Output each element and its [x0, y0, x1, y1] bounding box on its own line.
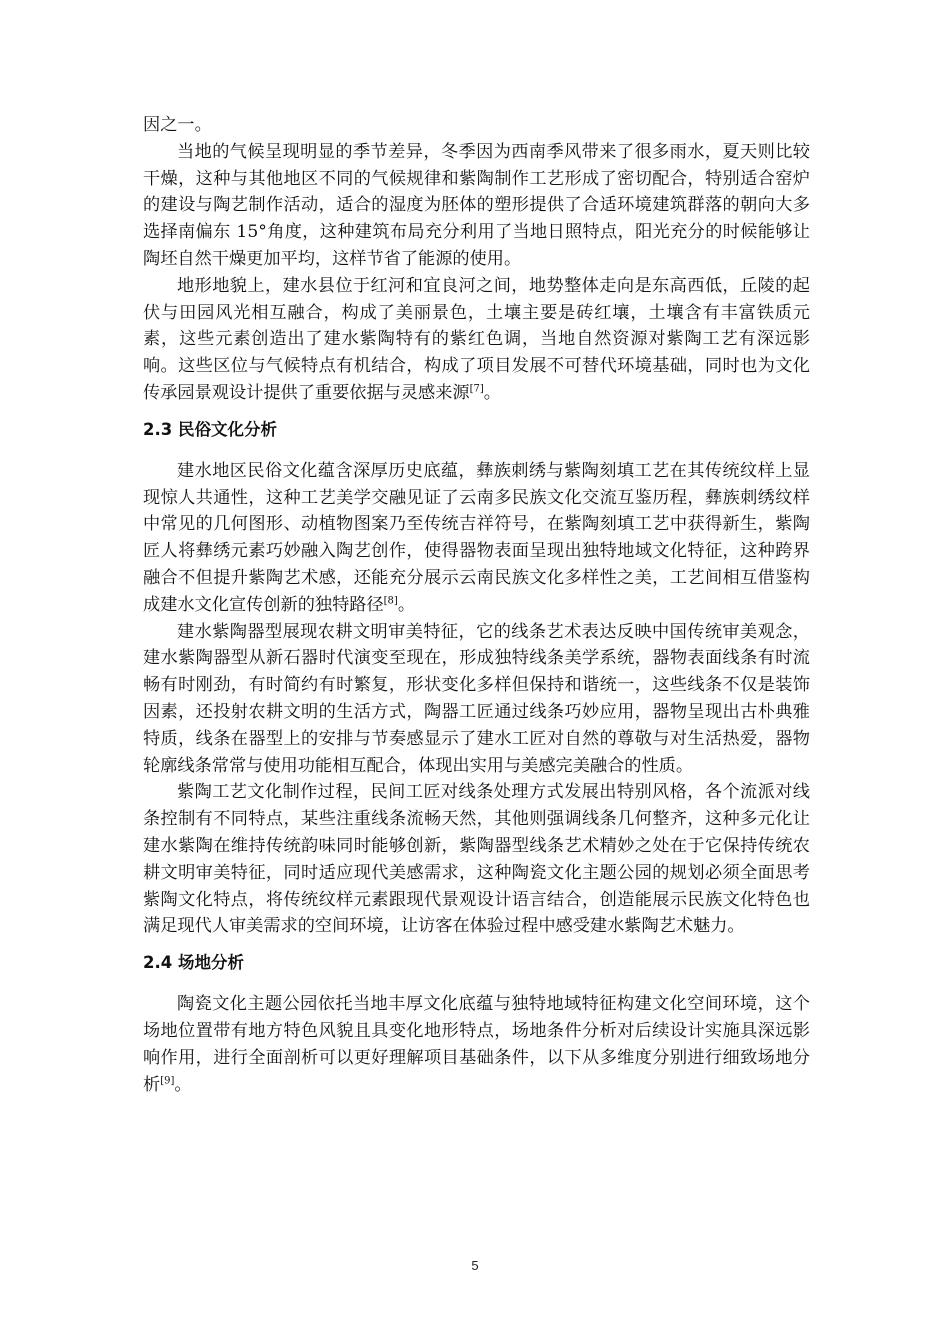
- section-heading-2-3: 2.3 民俗文化分析: [143, 419, 277, 439]
- paragraph-site-analysis: 陶瓷文化主题公园依托当地丰厚文化底蕴与独特地域特征构建文化空间环境，这个场地位置带有地方特色风貌且具变化地形特点，场地条件分析对后续设计实施具深远影响作用，进行全面剖析可以更好理解项目基础条件，以下从多维度分别进行细致场地分析[9]。: [143, 994, 810, 1095]
- paragraph-vessel-form: 建水紫陶器型展现农耕文明审美特征，它的线条艺术表达反映中国传统审美观念，建水紫陶器型从新石器时代演变至现在，形成独特线条美学系统，器物表面线条有时流畅有时刚劲，有时简约有时繁复，形状变化多样但保持和谐统一，这些线条不仅是装饰因素，还投射农耕文明的生活方式，陶器工匠通过线条巧妙应用，器物呈现出古朴典雅特质，线条在器型上的安排与节奏感显示了建水工匠对自然的尊敬与对生活热爱，器物轮廓线条常常与使用功能相互配合，体现出实用与美感完美融合的性质。: [143, 621, 810, 776]
- paragraph-terrain: 地形地貌上，建水县位于红河和宜良河之间，地势整体走向是东高西低，丘陵的起伏与田园风光相互融合，构成了美丽景色，土壤主要是砖红壤，土壤含有丰富铁质元素，这些元素创造出了建水紫陶特有的紫红色调，当地自然资源对紫陶工艺有深远影响。这些区位与气候特点有机结合，构成了项目发展不可替代环境基础，同时也为文化传承园景观设计提供了重要依据与灵感来源[7]。: [143, 275, 810, 403]
- paragraph-continuation: 因之一。: [143, 115, 212, 135]
- paragraph-craft-process: 紫陶工艺文化制作过程，民间工匠对线条处理方式发展出特别风格，各个流派对线条控制有不同特点，某些注重线条流畅天然，其他则强调线条几何整齐，这种多元化让建水紫陶在维持传统韵味同时能够创新，紫陶器型线条艺术精妙之处在于它保持传统农耕文明审美特征，同时适应现代美感需求，这种陶瓷文化主题公园的规划必须全面思考紫陶文化特点，将传统纹样元素跟现代景观设计语言结合，创造能展示民族文化特色也满足现代人审美需求的空间环境，让访客在体验过程中感受建水紫陶艺术魅力。: [143, 782, 810, 937]
- citation-ref-9[interactable]: [9]: [160, 1074, 175, 1086]
- citation-ref-8[interactable]: [8]: [383, 595, 398, 607]
- paragraph-folk-culture: 建水地区民俗文化蕴含深厚历史底蕴，彝族刺绣与紫陶刻填工艺在其传统纹样上显现惊人共通性，这种工艺美学交融见证了云南多民族文化交流互鉴历程，彝族刺绣纹样中常见的几何图形、动植物图案乃至传统吉祥符号，在紫陶刻填工艺中获得新生，紫陶匠人将彝绣元素巧妙融入陶艺创作，使得器物表面呈现出独特地域文化特征，这种跨界融合不但提升紫陶艺术感，还能充分展示云南民族文化多样性之美，工艺间相互借鉴构成建水文化宣传创新的独特路径[8]。: [143, 460, 810, 615]
- page-body: [143, 112, 810, 1098]
- section-heading-2-4: 2.4 场地分析: [143, 953, 244, 973]
- citation-ref-7[interactable]: [7]: [469, 383, 484, 395]
- paragraph-climate: 当地的气候呈现明显的季节差异，冬季因为西南季风带来了很多雨水，夏天则比较干燥，这种与其他地区不同的气候规律和紫陶制作工艺形成了密切配合，特别适合窑炉的建设与陶艺制作活动，适合的湿度为胚体的塑形提供了合适环境建筑群落的朝向大多选择南偏东 15°角度，这种建筑布局充分利用了当地日照特点，阳光充分的时候能够让陶坯自然干燥更加平均，这样节省了能源的使用。: [143, 141, 810, 269]
- page-number: 5: [471, 1258, 479, 1273]
